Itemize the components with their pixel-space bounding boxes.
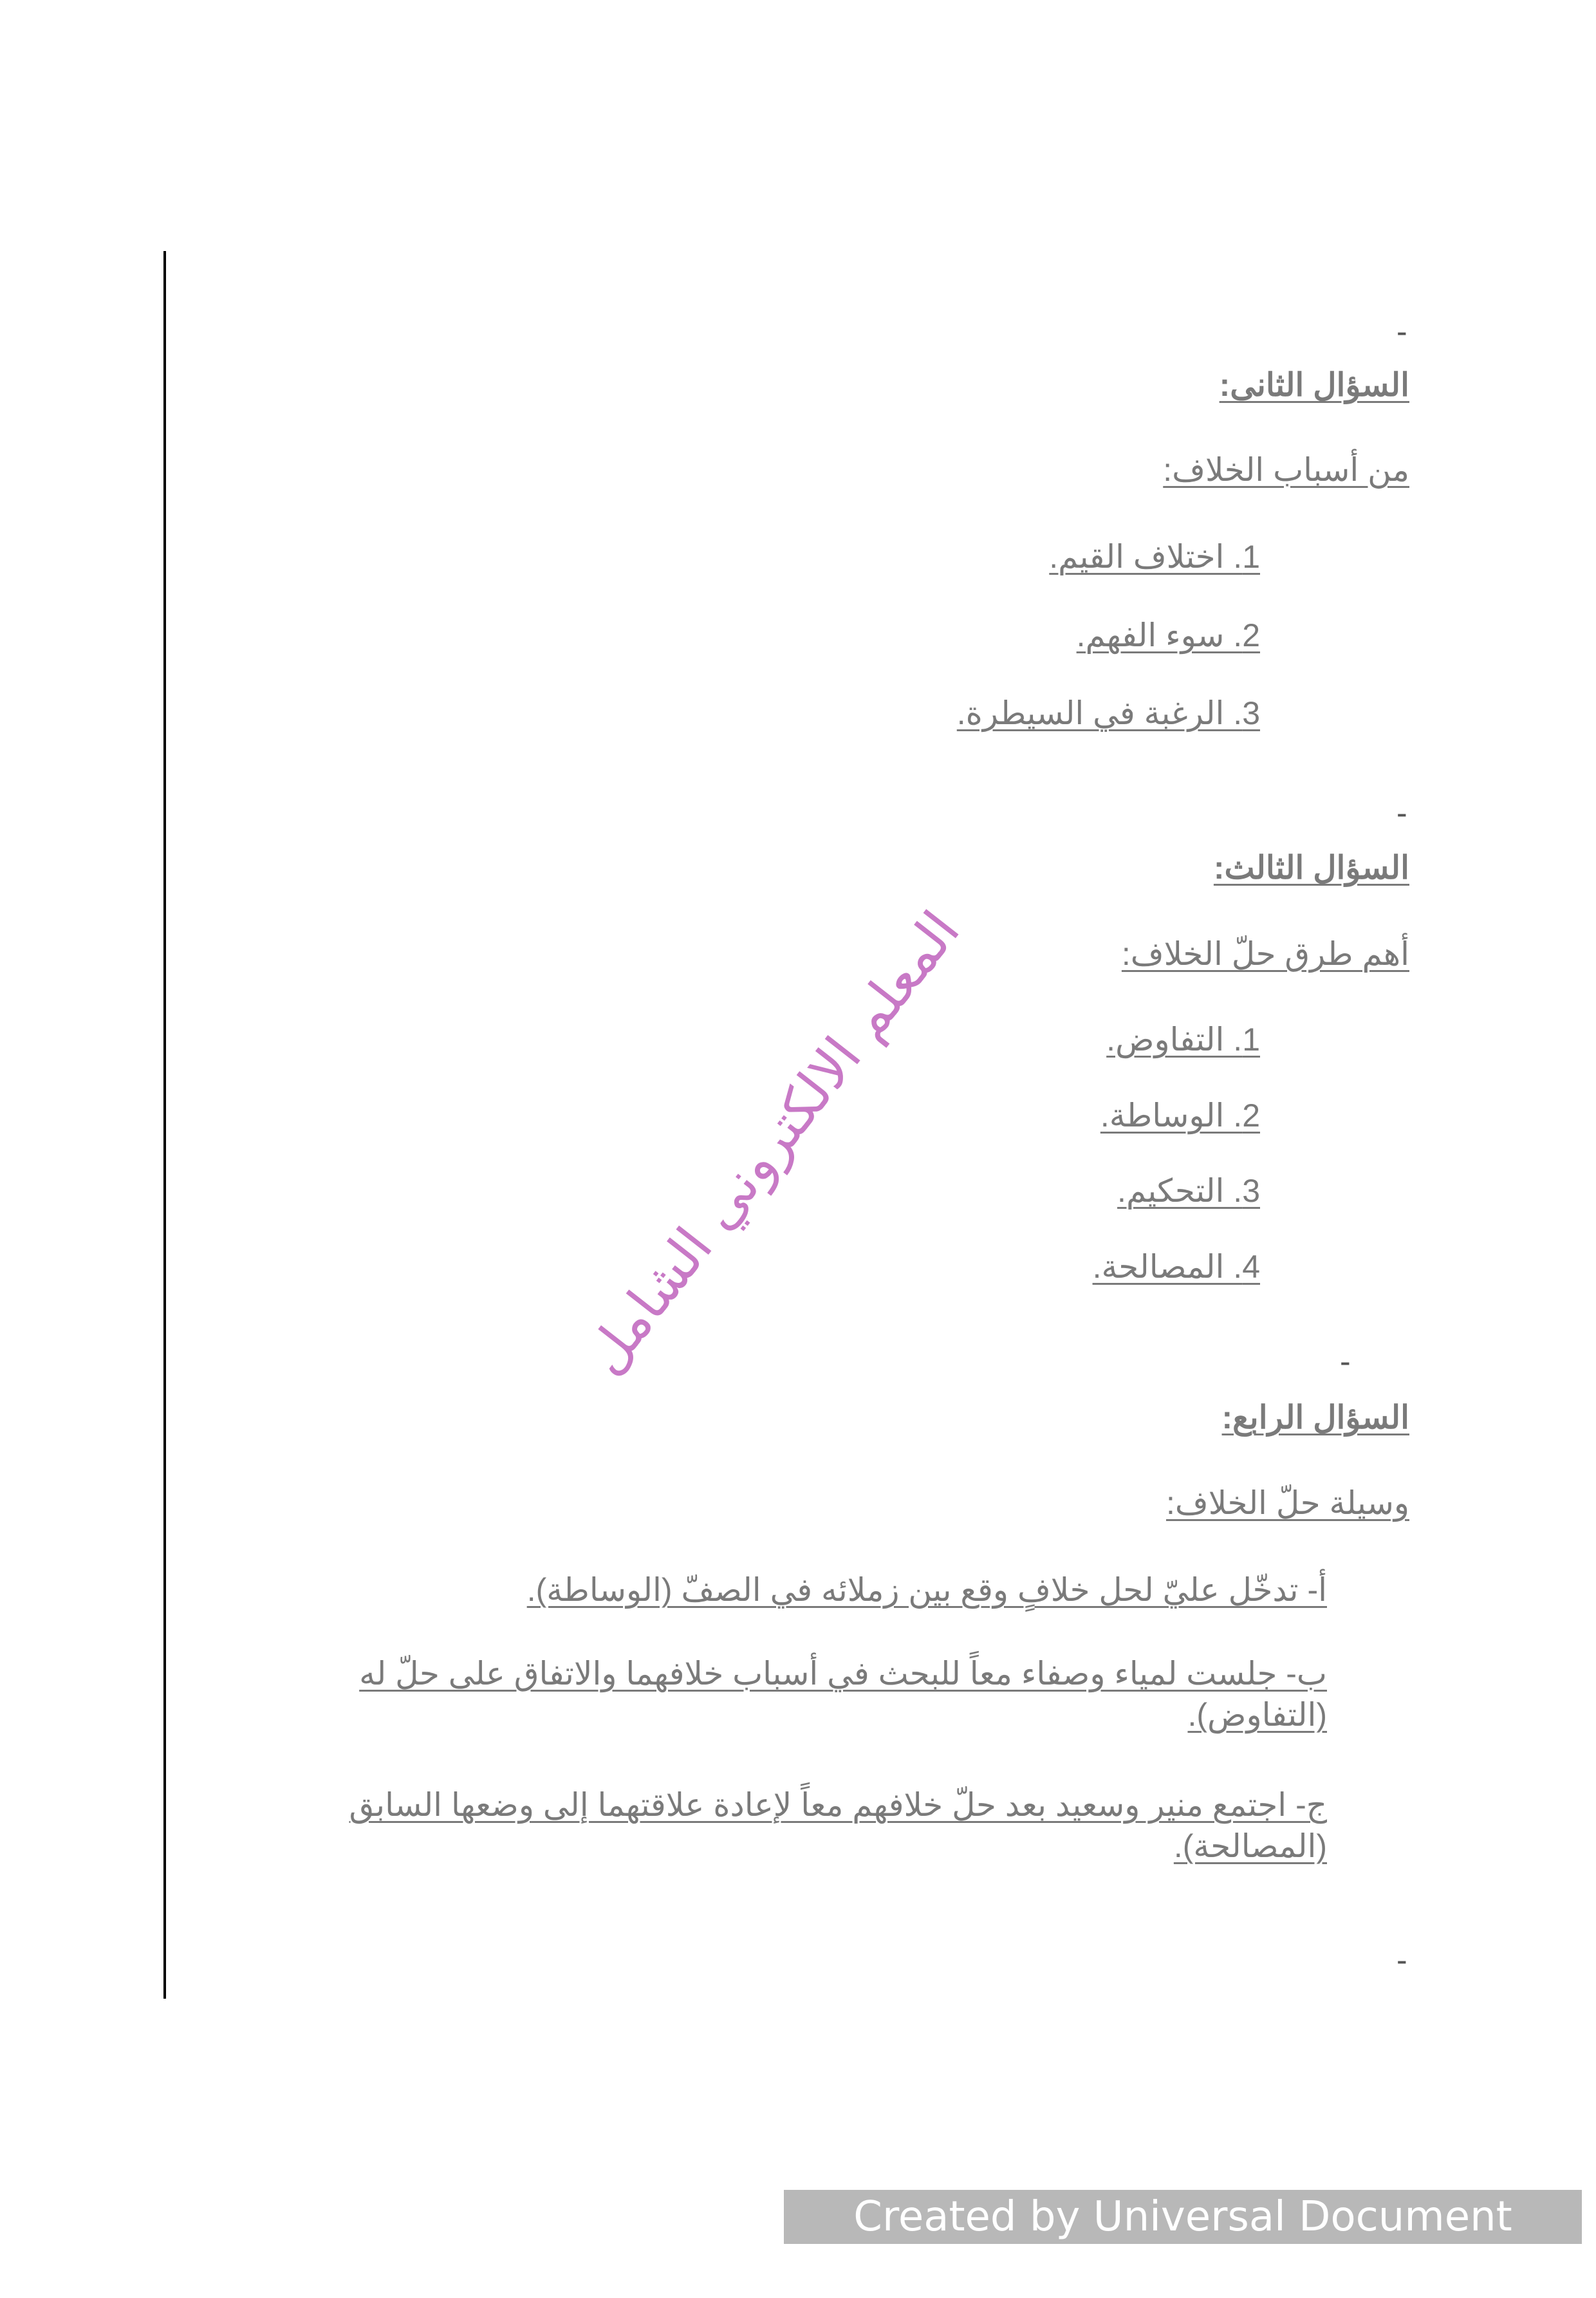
question-4-item-c: ج- اجتمع منير وسعيد بعد حلّ خلافهم معاً لإعادة علاقتهما إلى وضعها السابق (المصالحة). [349, 1787, 1327, 1864]
question-2-item-2: 2. سوء الفهم. [1076, 617, 1260, 653]
end-dash: - [1396, 1942, 1407, 1978]
question-4-item-b: ب- جلست لمياء وصفاء معاً للبحث في أسباب خلافهما والاتفاق على حلّ له (التفاوض). [359, 1656, 1327, 1733]
separator-dash: - [1396, 313, 1407, 350]
question-3-item-4: 4. المصالحة. [1092, 1249, 1260, 1285]
question-3-title: السؤال الثالث: [1213, 850, 1409, 886]
question-3-item-2: 2. الوساطة. [1100, 1098, 1260, 1134]
question-2-item-3: 3. الرغبة في السيطرة. [956, 695, 1260, 731]
question-2-intro: من أسباب الخلاف: [1163, 452, 1409, 488]
separator-dash: - [1396, 795, 1407, 831]
question-2-item-1: 1. اختلاف القيم. [1049, 539, 1260, 575]
question-4-title: السؤال الرابع: [1221, 1399, 1409, 1435]
question-4-intro: وسيلة حلّ الخلاف: [1165, 1485, 1409, 1521]
question-2-title: السؤال الثانى: [1219, 367, 1409, 403]
converter-footer: Created by Universal Document Converter [784, 2190, 1582, 2244]
watermark: المعلم الالكتروني الشامل [572, 899, 972, 1386]
question-4-item-a: أ- تدخّل عليّ لحل خلافٍ وقع بين زملائه في الصفّ (الوساطة). [526, 1572, 1327, 1608]
question-3-item-1: 1. التفاوض. [1106, 1022, 1260, 1058]
question-3-item-3: 3. التحكيم. [1117, 1173, 1260, 1209]
separator-dash: - [1340, 1343, 1351, 1379]
margin-rule [163, 251, 166, 1999]
question-3-intro: أهم طرق حلّ الخلاف: [1121, 936, 1409, 972]
